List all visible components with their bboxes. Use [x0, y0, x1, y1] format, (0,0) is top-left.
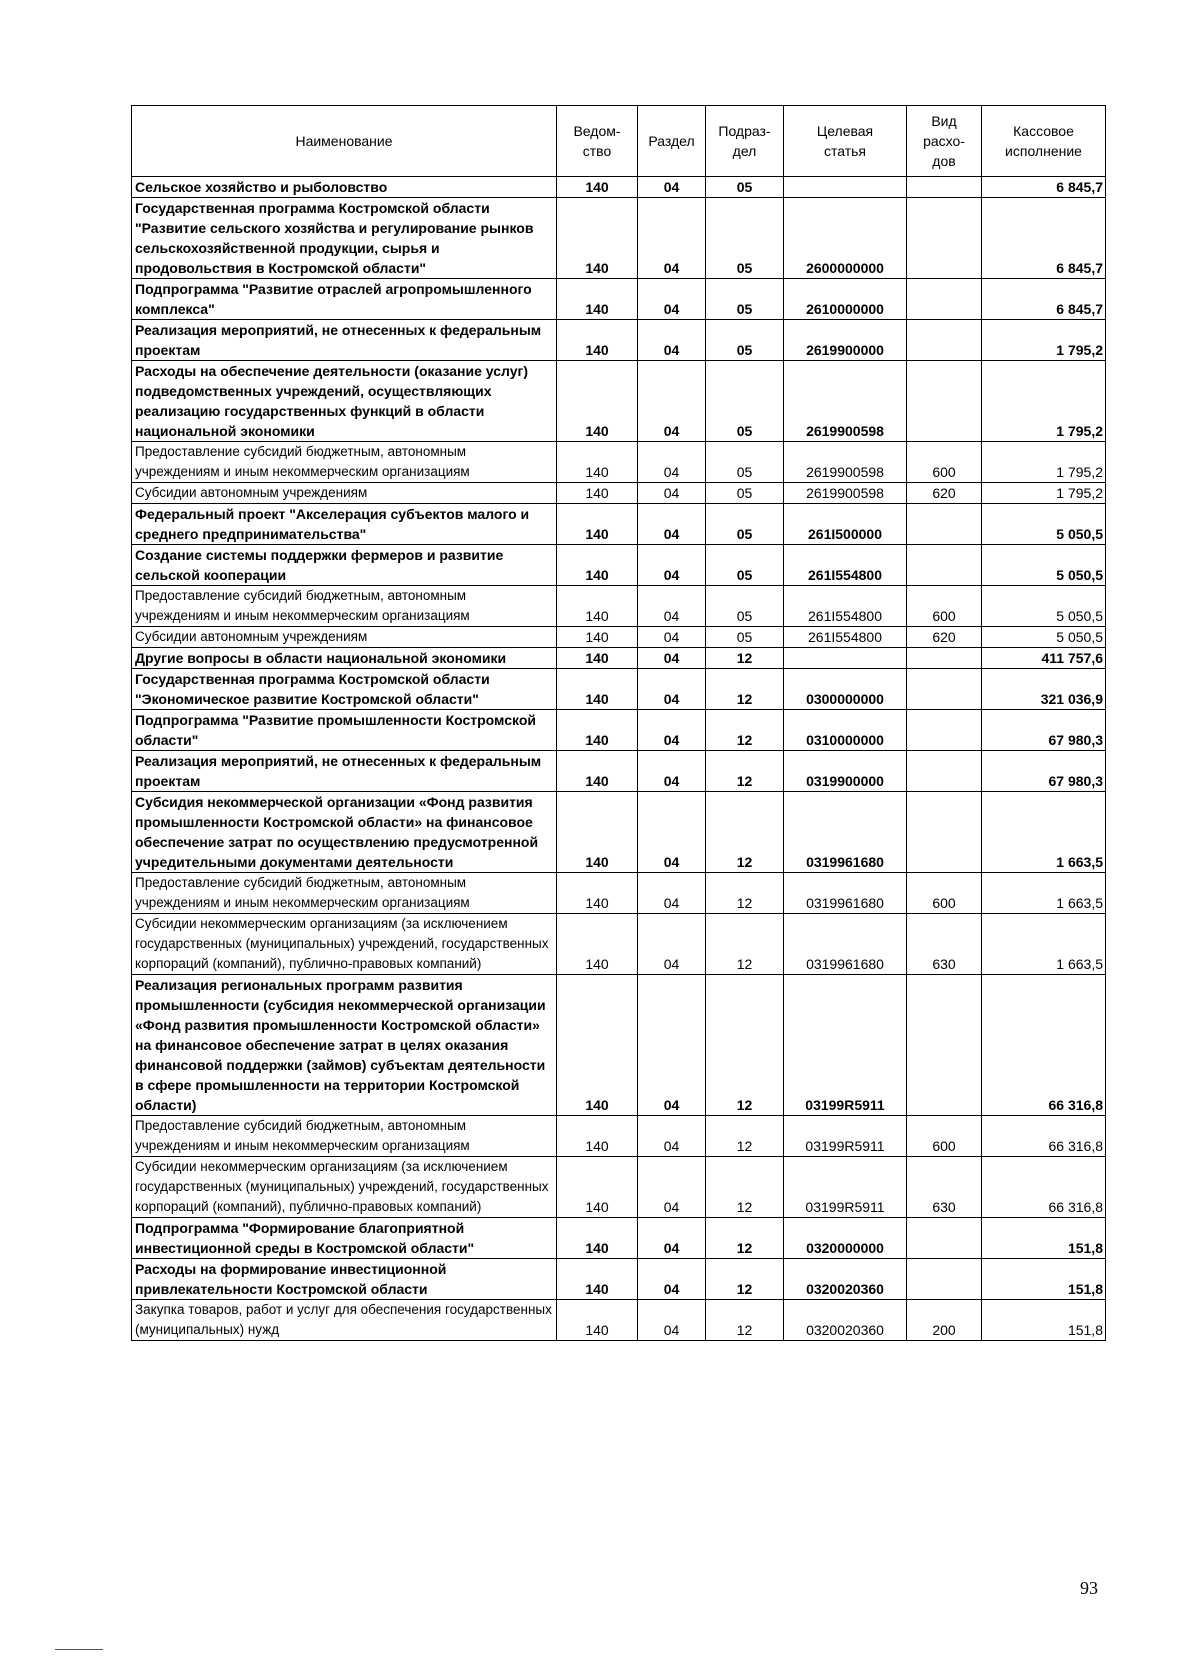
cell-podrazdel: 05: [706, 279, 784, 320]
cell-vedomstvo: 140: [557, 483, 638, 504]
cell-name: Субсидии автономным учреждениям: [132, 627, 557, 648]
cell-target-article: 261I500000: [784, 504, 907, 545]
cell-vedomstvo: 140: [557, 177, 638, 198]
table-row: [132, 873, 1106, 914]
cell-podrazdel: 05: [706, 483, 784, 504]
budget-table: [131, 105, 1106, 1341]
cell-amount: 6 845,7: [982, 177, 1106, 198]
cell-podrazdel: 12: [706, 1116, 784, 1157]
footer-rule: [55, 1649, 103, 1650]
cell-name: Субсидии автономным учреждениям: [132, 483, 557, 504]
cell-target-article: 2619900598: [784, 442, 907, 483]
cell-expense-type: [907, 320, 982, 361]
cell-podrazdel: 05: [706, 627, 784, 648]
table-row: [132, 361, 1106, 442]
cell-razdel: 04: [638, 710, 706, 751]
cell-target-article: 0320020360: [784, 1300, 907, 1341]
cell-expense-type: [907, 198, 982, 279]
cell-podrazdel: 05: [706, 320, 784, 361]
cell-razdel: 04: [638, 198, 706, 279]
cell-expense-type: [907, 792, 982, 873]
cell-vedomstvo: 140: [557, 975, 638, 1116]
table-row: [132, 483, 1106, 504]
cell-target-article: 03199R5911: [784, 1116, 907, 1157]
cell-expense-type: [907, 1218, 982, 1259]
cell-target-article: [784, 648, 907, 669]
cell-target-article: 0300000000: [784, 669, 907, 710]
cell-vedomstvo: 140: [557, 198, 638, 279]
cell-expense-type: [907, 361, 982, 442]
table-header: [132, 106, 1106, 177]
cell-vedomstvo: 140: [557, 710, 638, 751]
cell-amount: 5 050,5: [982, 504, 1106, 545]
cell-razdel: 04: [638, 504, 706, 545]
cell-razdel: 04: [638, 361, 706, 442]
col-header-podrazdel: Подраз- дел: [706, 106, 784, 177]
cell-expense-type: 630: [907, 1157, 982, 1218]
cell-name: Реализация региональных программ развития промышленности (субсидия некоммерческой организации «Фонд развития промышленности Костромской области» на финансовое обеспечение затрат в целях оказания финансовой поддержки (займов) субъектам деятельности в сфере промышленности на территории Костромской области): [132, 975, 557, 1116]
cell-razdel: 04: [638, 586, 706, 627]
cell-podrazdel: 12: [706, 1300, 784, 1341]
cell-target-article: 2619900598: [784, 483, 907, 504]
cell-target-article: 0320000000: [784, 1218, 907, 1259]
cell-amount: 151,8: [982, 1300, 1106, 1341]
table-row: [132, 669, 1106, 710]
cell-podrazdel: 05: [706, 361, 784, 442]
cell-vedomstvo: 140: [557, 320, 638, 361]
table-row: [132, 504, 1106, 545]
cell-name: Предоставление субсидий бюджетным, автономным учреждениям и иным некоммерческим организациям: [132, 442, 557, 483]
col-header-razdel: Раздел: [638, 106, 706, 177]
cell-target-article: 0319961680: [784, 914, 907, 975]
cell-vedomstvo: 140: [557, 751, 638, 792]
cell-name: Предоставление субсидий бюджетным, автономным учреждениям и иным некоммерческим организациям: [132, 586, 557, 627]
cell-expense-type: [907, 669, 982, 710]
cell-vedomstvo: 140: [557, 1259, 638, 1300]
cell-podrazdel: 12: [706, 751, 784, 792]
cell-razdel: 04: [638, 1300, 706, 1341]
cell-razdel: 04: [638, 792, 706, 873]
table-row: [132, 320, 1106, 361]
cell-name: Расходы на обеспечение деятельности (оказание услуг) подведомственных учреждений, осуществляющих реализацию государственных функций в области национальной экономики: [132, 361, 557, 442]
cell-target-article: 0319961680: [784, 873, 907, 914]
table-row: [132, 648, 1106, 669]
cell-amount: 5 050,5: [982, 545, 1106, 586]
cell-podrazdel: 12: [706, 669, 784, 710]
cell-razdel: 04: [638, 1157, 706, 1218]
cell-podrazdel: 12: [706, 1157, 784, 1218]
cell-vedomstvo: 140: [557, 361, 638, 442]
cell-target-article: 261I554800: [784, 545, 907, 586]
cell-name: Расходы на формирование инвестиционной привлекательности Костромской области: [132, 1259, 557, 1300]
table-row: [132, 627, 1106, 648]
cell-name: Создание системы поддержки фермеров и развитие сельской кооперации: [132, 545, 557, 586]
table-row: [132, 545, 1106, 586]
cell-name: Реализация мероприятий, не отнесенных к федеральным проектам: [132, 751, 557, 792]
table-row: [132, 710, 1106, 751]
table-row: [132, 1157, 1106, 1218]
cell-razdel: 04: [638, 873, 706, 914]
cell-podrazdel: 05: [706, 504, 784, 545]
cell-name: Субсидии некоммерческим организациям (за исключением государственных (муниципальных) учреждений, государственных корпораций (компаний), публично-правовых компаний): [132, 1157, 557, 1218]
cell-name: Федеральный проект "Акселерация субъектов малого и среднего предпринимательства": [132, 504, 557, 545]
cell-expense-type: [907, 751, 982, 792]
cell-target-article: 0319900000: [784, 751, 907, 792]
cell-target-article: 03199R5911: [784, 975, 907, 1116]
cell-amount: 6 845,7: [982, 198, 1106, 279]
cell-name: Субсидии некоммерческим организациям (за исключением государственных (муниципальных) учреждений, государственных корпораций (компаний), публично-правовых компаний): [132, 914, 557, 975]
cell-name: Подпрограмма "Формирование благоприятной инвестиционной среды в Костромской области": [132, 1218, 557, 1259]
cell-name: Предоставление субсидий бюджетным, автономным учреждениям и иным некоммерческим организациям: [132, 873, 557, 914]
cell-razdel: 04: [638, 545, 706, 586]
cell-name: Другие вопросы в области национальной экономики: [132, 648, 557, 669]
cell-amount: 66 316,8: [982, 1157, 1106, 1218]
cell-target-article: 261I554800: [784, 627, 907, 648]
cell-podrazdel: 12: [706, 914, 784, 975]
cell-vedomstvo: 140: [557, 914, 638, 975]
cell-name: Сельское хозяйство и рыболовство: [132, 177, 557, 198]
cell-podrazdel: 12: [706, 873, 784, 914]
cell-target-article: 0310000000: [784, 710, 907, 751]
cell-name: Государственная программа Костромской области "Экономическое развитие Костромской области": [132, 669, 557, 710]
table-row: [132, 198, 1106, 279]
cell-vedomstvo: 140: [557, 1157, 638, 1218]
col-header-kassovoe: Кассовое исполнение: [982, 106, 1106, 177]
cell-razdel: 04: [638, 669, 706, 710]
cell-vedomstvo: 140: [557, 669, 638, 710]
table-row: [132, 751, 1106, 792]
cell-amount: 1 795,2: [982, 361, 1106, 442]
table-row: [132, 442, 1106, 483]
cell-vedomstvo: 140: [557, 1218, 638, 1259]
cell-razdel: 04: [638, 279, 706, 320]
cell-target-article: [784, 177, 907, 198]
cell-expense-type: 600: [907, 1116, 982, 1157]
cell-vedomstvo: 140: [557, 279, 638, 320]
cell-name: Государственная программа Костромской области "Развитие сельского хозяйства и регулирование рынков сельскохозяйственной продукции, сырья и продовольствия в Костромской области": [132, 198, 557, 279]
cell-expense-type: 600: [907, 873, 982, 914]
cell-expense-type: [907, 648, 982, 669]
table-row: [132, 1116, 1106, 1157]
cell-amount: 1 663,5: [982, 873, 1106, 914]
col-header-vid: Вид расхо- дов: [907, 106, 982, 177]
cell-vedomstvo: 140: [557, 873, 638, 914]
table-row: [132, 177, 1106, 198]
cell-amount: 321 036,9: [982, 669, 1106, 710]
cell-name: Предоставление субсидий бюджетным, автономным учреждениям и иным некоммерческим организациям: [132, 1116, 557, 1157]
cell-target-article: 0319961680: [784, 792, 907, 873]
cell-expense-type: [907, 279, 982, 320]
cell-podrazdel: 12: [706, 792, 784, 873]
cell-expense-type: 620: [907, 627, 982, 648]
cell-expense-type: 630: [907, 914, 982, 975]
cell-expense-type: [907, 710, 982, 751]
col-header-vedomstvo: Ведом- ство: [557, 106, 638, 177]
table-row: [132, 792, 1106, 873]
cell-razdel: 04: [638, 1218, 706, 1259]
table-row: [132, 1218, 1106, 1259]
page-number: 93: [1080, 1578, 1098, 1598]
cell-amount: 1 795,2: [982, 320, 1106, 361]
cell-razdel: 04: [638, 975, 706, 1116]
cell-vedomstvo: 140: [557, 1116, 638, 1157]
table-row: [132, 586, 1106, 627]
cell-target-article: 2619900000: [784, 320, 907, 361]
cell-vedomstvo: 140: [557, 442, 638, 483]
cell-amount: 1 663,5: [982, 914, 1106, 975]
cell-name: Подпрограмма "Развитие отраслей агропромышленного комплекса": [132, 279, 557, 320]
cell-razdel: 04: [638, 483, 706, 504]
cell-expense-type: 200: [907, 1300, 982, 1341]
budget-table-page: [131, 105, 1105, 1341]
cell-vedomstvo: 140: [557, 648, 638, 669]
cell-amount: 1 795,2: [982, 442, 1106, 483]
cell-name: Закупка товаров, работ и услуг для обеспечения государственных (муниципальных) нужд: [132, 1300, 557, 1341]
cell-target-article: 2610000000: [784, 279, 907, 320]
cell-expense-type: 600: [907, 586, 982, 627]
cell-razdel: 04: [638, 914, 706, 975]
cell-vedomstvo: 140: [557, 504, 638, 545]
cell-target-article: 03199R5911: [784, 1157, 907, 1218]
cell-expense-type: [907, 545, 982, 586]
cell-expense-type: 600: [907, 442, 982, 483]
cell-expense-type: [907, 177, 982, 198]
cell-podrazdel: 12: [706, 648, 784, 669]
cell-razdel: 04: [638, 648, 706, 669]
table-row: [132, 279, 1106, 320]
cell-amount: 1 663,5: [982, 792, 1106, 873]
cell-target-article: 0320020360: [784, 1259, 907, 1300]
table-row: [132, 975, 1106, 1116]
table-row: [132, 914, 1106, 975]
cell-amount: 5 050,5: [982, 627, 1106, 648]
cell-podrazdel: 12: [706, 1218, 784, 1259]
cell-target-article: 2600000000: [784, 198, 907, 279]
cell-amount: 67 980,3: [982, 710, 1106, 751]
cell-razdel: 04: [638, 627, 706, 648]
cell-name: Подпрограмма "Развитие промышленности Костромской области": [132, 710, 557, 751]
cell-razdel: 04: [638, 1116, 706, 1157]
cell-podrazdel: 12: [706, 975, 784, 1116]
cell-vedomstvo: 140: [557, 545, 638, 586]
cell-amount: 66 316,8: [982, 1116, 1106, 1157]
cell-amount: 67 980,3: [982, 751, 1106, 792]
cell-podrazdel: 05: [706, 545, 784, 586]
cell-expense-type: [907, 975, 982, 1116]
cell-expense-type: 620: [907, 483, 982, 504]
cell-razdel: 04: [638, 442, 706, 483]
cell-target-article: 2619900598: [784, 361, 907, 442]
cell-name: Субсидия некоммерческой организации «Фонд развития промышленности Костромской области» на финансовое обеспечение затрат по осуществлению предусмотренной учредительными документами деятельности: [132, 792, 557, 873]
cell-amount: 1 795,2: [982, 483, 1106, 504]
cell-amount: 151,8: [982, 1218, 1106, 1259]
cell-vedomstvo: 140: [557, 792, 638, 873]
cell-razdel: 04: [638, 320, 706, 361]
cell-expense-type: [907, 504, 982, 545]
cell-podrazdel: 05: [706, 586, 784, 627]
cell-razdel: 04: [638, 751, 706, 792]
cell-podrazdel: 12: [706, 1259, 784, 1300]
cell-vedomstvo: 140: [557, 627, 638, 648]
cell-amount: 6 845,7: [982, 279, 1106, 320]
cell-razdel: 04: [638, 177, 706, 198]
cell-vedomstvo: 140: [557, 1300, 638, 1341]
cell-podrazdel: 05: [706, 198, 784, 279]
cell-podrazdel: 12: [706, 710, 784, 751]
table-row: [132, 1300, 1106, 1341]
cell-name: Реализация мероприятий, не отнесенных к федеральным проектам: [132, 320, 557, 361]
table-row: [132, 1259, 1106, 1300]
cell-podrazdel: 05: [706, 177, 784, 198]
table-body: [132, 177, 1106, 1341]
cell-amount: 66 316,8: [982, 975, 1106, 1116]
cell-vedomstvo: 140: [557, 586, 638, 627]
cell-target-article: 261I554800: [784, 586, 907, 627]
cell-amount: 411 757,6: [982, 648, 1106, 669]
col-header-name: Наименование: [132, 106, 557, 177]
col-header-tselevaya: Целевая статья: [784, 106, 907, 177]
cell-razdel: 04: [638, 1259, 706, 1300]
cell-amount: 5 050,5: [982, 586, 1106, 627]
cell-expense-type: [907, 1259, 982, 1300]
cell-amount: 151,8: [982, 1259, 1106, 1300]
cell-podrazdel: 05: [706, 442, 784, 483]
